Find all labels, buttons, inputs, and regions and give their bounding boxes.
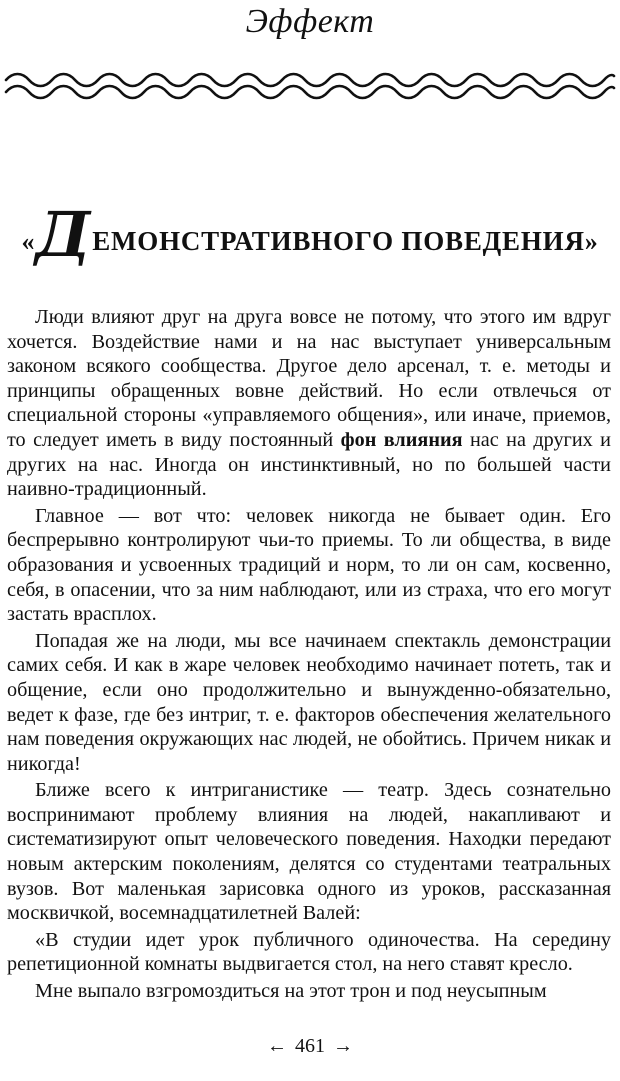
paragraph-2: Главное — вот что: человек никогда не бывает один. Его беспрерывно контролируют чьи-то приемы. То ли общества, в виде образования и усвоенных традиций и норм, то ли он сам, косвенно, себя, в опасении, что за ним наблюдают, или из страха, что его могут застать врасплох. — [7, 504, 611, 626]
right-arrow-icon: → — [333, 1035, 353, 1057]
paragraph-6: Мне выпало взгромоздиться на этот трон и под неусыпным — [35, 980, 547, 1003]
paragraph-5: «В студии идет урок публичного одиночества. На середину репетиционной комнаты выдвигается стол, на него ставят кресло. — [7, 928, 611, 976]
paragraph-4: Ближе всего к интриганистике — театр. Здесь сознательно воспринимают проблему влияния на людей, накапливают и систематизируют опыт человеческого поведения. Находки передают новым актерским поколениям, делятся со студентами театральных вузов. Вот маленькая зарисовка одного из уроков, рассказанная москвичкой, восемнадцатилетней Валей: — [7, 779, 611, 925]
chapter-title-open-quote: « — [21, 227, 36, 256]
body-text — [7, 305, 611, 1004]
page-footer — [0, 1033, 620, 1059]
chapter-title-initial: Д — [35, 198, 92, 271]
chapter-title — [0, 198, 620, 272]
paragraph-1 — [7, 305, 611, 502]
paragraph-1-end: нас на других и других на нас. Иногда он инстинктивный, но по большей части наивно-традиционный. — [7, 428, 611, 501]
left-arrow-icon: ← — [267, 1035, 287, 1057]
chapter-title-text: ЕМОНСТРАТИВНОГО ПОВЕДЕНИЯ — [92, 226, 585, 256]
running-title: Эффект — [245, 3, 375, 40]
wavy-ornament-divider — [4, 70, 616, 104]
paragraph-1-start: Люди влияют друг на друга вовсе не потому, что этого им вдруг хочется. Воздействие нами и на нас выступает универсальным законом всякого сообщества. Другое дело арсенал, т. е. методы и принципы обращенных вовне действий. Но если отвлечься от специальной стороны «управляемого общения», или иначе, приемов, то следует иметь в виду постоянный — [7, 306, 611, 451]
paragraph-3: Попадая же на люди, мы все начинаем спектакль демонстрации самих себя. И как в жаре человек необходимо начинает потеть, так и общение, если оно продолжительно и вынужденно-обязательно, ведет к фазе, где без интриг, т. е. факторов обеспечения желательного нам поведения окружающих нас людей, не обойтись. Причем никак и никогда! — [7, 629, 611, 775]
paragraph-1-bold-term: фон влияния — [340, 428, 463, 451]
page-number: 461 — [295, 1035, 325, 1057]
chapter-title-close-quote: » — [584, 227, 599, 256]
